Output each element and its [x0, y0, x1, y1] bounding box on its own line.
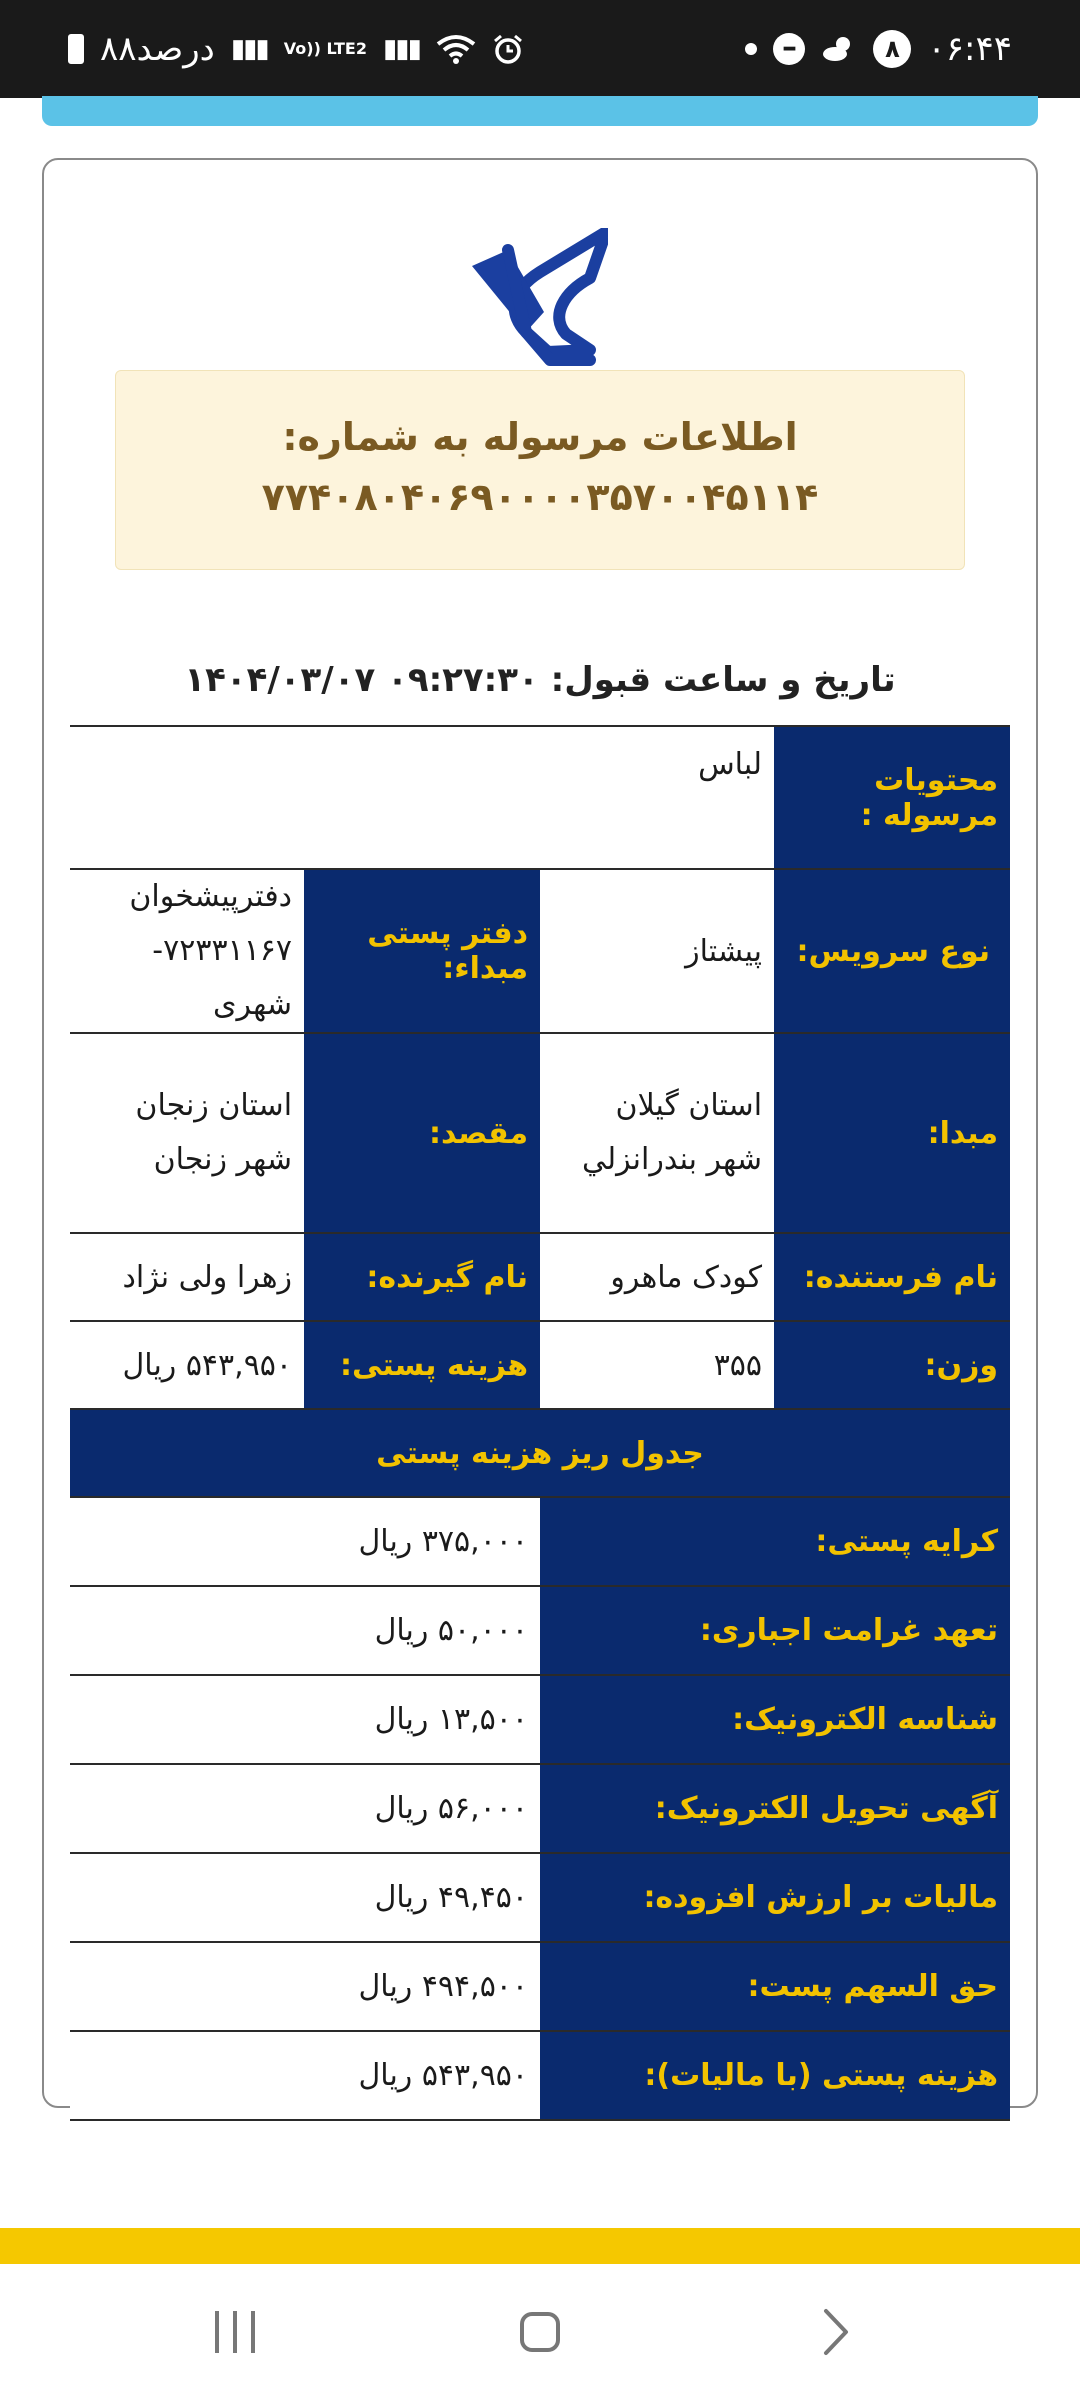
status-time: ۰۶:۴۴ — [927, 29, 1012, 69]
signal-icon: ▮▮▮ — [230, 34, 268, 64]
service-label: نوع سرویس: — [774, 869, 1010, 1033]
breakdown-label: شناسه الکترونیک: — [540, 1675, 1010, 1764]
breakdown-label: حق السهم پست: — [540, 1942, 1010, 2031]
breakdown-value: ۴۹۴,۵۰۰ ریال — [70, 1942, 540, 2031]
table-row — [70, 1497, 1010, 1586]
contents-label: محتویات مرسوله : — [774, 726, 1010, 869]
accept-value: ۱۴۰۴/۰۳/۰۷ ۰۹:۲۷:۳۰ — [184, 660, 539, 700]
table-row — [70, 2031, 1010, 2120]
breakdown-value: ۳۷۵,۰۰۰ ریال — [70, 1497, 540, 1586]
breakdown-value: ۴۹,۴۵۰ ریال — [70, 1853, 540, 1942]
sender-label: نام فرستنده: — [774, 1233, 1010, 1321]
wifi-icon — [436, 34, 476, 64]
accept-datetime — [70, 660, 1010, 724]
table-row — [70, 1033, 1010, 1233]
alarm-icon — [492, 33, 524, 65]
breakdown-value: ۵۶,۰۰۰ ریال — [70, 1764, 540, 1853]
receiver-label: نام گیرنده: — [304, 1233, 540, 1321]
weight-label: وزن: — [774, 1321, 1010, 1409]
sender-value: کودک ماهرو — [540, 1233, 774, 1321]
status-right — [745, 29, 1012, 69]
breakdown-label: هزینه پستی (با مالیات): — [540, 2031, 1010, 2120]
table-row — [70, 1233, 1010, 1321]
receiver-value: زهرا ولی نژاد — [70, 1233, 304, 1321]
origin-value: استان گیلان شهر بندرانزلي — [540, 1033, 774, 1233]
cost-label: هزینه پستی: — [304, 1321, 540, 1409]
destination-label: مقصد: — [304, 1033, 540, 1233]
breakdown-value: ۵۰,۰۰۰ ریال — [70, 1586, 540, 1675]
dot-icon — [745, 43, 757, 55]
back-icon[interactable] — [800, 2304, 870, 2360]
signal-icon: ▮▮▮ — [382, 34, 420, 64]
header-title: اطلاعات مرسوله به شماره: — [282, 415, 798, 459]
battery-icon — [68, 34, 84, 64]
top-banner-strip — [42, 96, 1038, 126]
destination-value: استان زنجان شهر زنجان — [70, 1033, 304, 1233]
status-left — [68, 29, 524, 69]
notification-badge: ۸ — [873, 30, 911, 68]
shipment-details-table — [70, 725, 1010, 2121]
accept-label: تاریخ و ساعت قبول: — [550, 660, 896, 700]
post-logo-icon — [468, 228, 608, 370]
table-row — [70, 1586, 1010, 1675]
office-value: دفترپیشخوان ۷۲۳۳۱۱۶۷-شهری — [70, 869, 304, 1033]
breakdown-label: آگهی تحویل الکترونیک: — [540, 1764, 1010, 1853]
table-row — [70, 726, 1010, 869]
breakdown-value: ۵۴۳,۹۵۰ ریال — [70, 2031, 540, 2120]
tracking-number: ۷۷۴۰۸۰۴۰۶۹۰۰۰۰۳۵۷۰۰۴۵۱۱۴ — [261, 475, 819, 519]
table-row — [70, 869, 1010, 1033]
dnd-icon: – — [773, 33, 805, 65]
bottom-banner-strip — [0, 2228, 1080, 2264]
shipment-header — [115, 370, 965, 570]
home-icon[interactable] — [500, 2304, 580, 2360]
weight-value: ۳۵۵ — [540, 1321, 774, 1409]
recents-icon[interactable] — [200, 2304, 270, 2360]
service-value: پیشتاز — [540, 869, 774, 1033]
table-row — [70, 1942, 1010, 2031]
breakdown-label: کرایه پستی: — [540, 1497, 1010, 1586]
breakdown-title: جدول ریز هزینه پستی — [70, 1409, 1010, 1497]
breakdown-label: تعهد غرامت اجباری: — [540, 1586, 1010, 1675]
origin-label: مبدا: — [774, 1033, 1010, 1233]
table-row — [70, 1853, 1010, 1942]
table-row — [70, 1675, 1010, 1764]
breakdown-value: ۱۳,۵۰۰ ریال — [70, 1675, 540, 1764]
table-row — [70, 1764, 1010, 1853]
status-bar — [0, 0, 1080, 98]
contents-value: لباس — [70, 726, 774, 869]
system-nav-bar — [0, 2264, 1080, 2400]
battery-text: ۸۸درصد — [100, 29, 215, 69]
network-type: Vo)) LTE2 — [283, 39, 367, 58]
table-row — [70, 1409, 1010, 1497]
cost-value: ۵۴۳,۹۵۰ ریال — [70, 1321, 304, 1409]
table-row — [70, 1321, 1010, 1409]
weather-icon — [821, 34, 857, 64]
office-label: دفتر پستی مبداء: — [304, 869, 540, 1033]
breakdown-label: مالیات بر ارزش افزوده: — [540, 1853, 1010, 1942]
